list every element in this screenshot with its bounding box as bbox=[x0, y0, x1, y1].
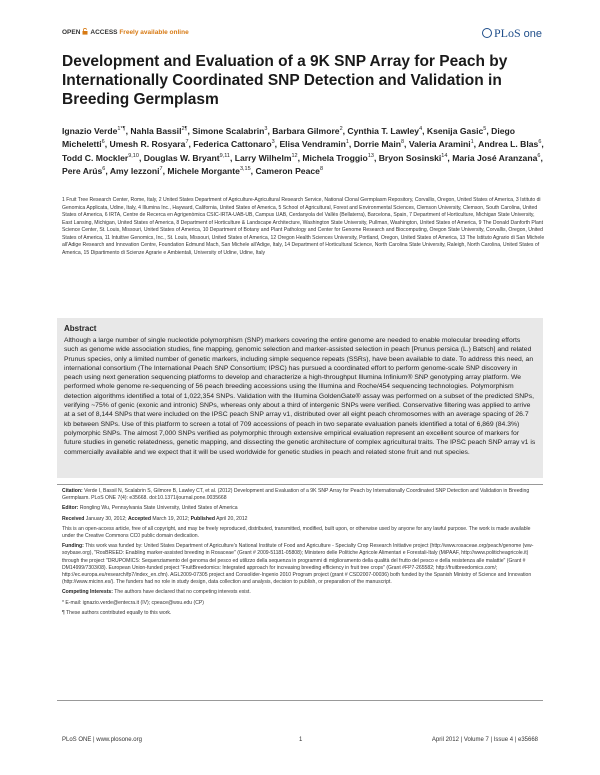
citation: Citation: Verde I, Bassil N, Scalabrin S, Gilmore B, Lawley CT, et al. (2012) Development and Evaluation of a 9K SNP Array for Peach by Internationally Coordinated SNP Detection and Validation in Breeding Germplasm. PLoS ONE 7(4): e35668. doi:10.1371/journal.pone.0035668 bbox=[62, 488, 530, 502]
author-affiliation-ref: 9,11 bbox=[219, 152, 230, 159]
open-lock-icon bbox=[82, 28, 88, 35]
author bbox=[255, 166, 323, 176]
author-name: Ignazio Verde bbox=[62, 125, 118, 136]
author-name: Barbara Gilmore bbox=[272, 125, 340, 136]
abstract-heading: Abstract bbox=[64, 324, 97, 333]
author-name: Simone Scalabrin bbox=[192, 125, 265, 136]
author-affiliation-ref: 8 bbox=[400, 139, 405, 146]
author bbox=[192, 126, 267, 136]
abstract-box bbox=[57, 318, 543, 478]
author-affiliation-ref: 3,15 bbox=[239, 166, 251, 173]
logo-one-text: one bbox=[523, 28, 542, 40]
author bbox=[354, 139, 404, 149]
author bbox=[109, 139, 188, 149]
author bbox=[379, 153, 448, 163]
dates: Received January 30, 2012; Accepted March 19, 2012; Published April 20, 2012 bbox=[62, 515, 248, 522]
author bbox=[279, 139, 348, 149]
author-affiliation-ref: 3 bbox=[271, 139, 275, 146]
author bbox=[452, 153, 540, 163]
journal-header bbox=[62, 26, 542, 42]
author-name: Cameron Peace bbox=[255, 166, 320, 177]
author bbox=[130, 126, 187, 136]
author bbox=[347, 126, 422, 136]
funding: Funding: This work was funded by: United States Department of Agriculture's National Institute of Food and Agriculture - Specialty Crop Research Initiative project (http://www.rosaceae.org/peach/genome (ww-soybase.org), "RosBREED: Enabling marker-assisted breeding in Rosaceae" (Grant # 2009-51181-05808); Ministero delle Politiche Agricole Alimentari e Forestali-Italy (MiPAAF, http://www.politicheagricole.it) through the project "DRUPOMICS: Sequenziamento del genoma del pesco ed utilizzo della sequenza in programmi di miglioramento della qualità del frutto del pesco e della resistenza alle malattie" (Grant # DM14999/7303/08). European Union-funded project "FruitBreedomics: Integrated approach for increasing breeding efficiency in fruit tree crops" (Grant #FP7-265582; http://fruitbreedomics.com/; http://ec.europa.eu/research/fp7/index_en.cfm). AGL2009-07305 project and Consolider-Ingenio 2010 Program project (grant # CSD2007-00036) both funded by the Spanish Ministry of Science and Innovation (http://www.micinn.es/). The funders had no role in study design, data collection and analysis, decision to publish, or preparation of the manuscript. bbox=[62, 543, 534, 586]
author bbox=[478, 139, 541, 149]
author-name: Federica Cattonaro bbox=[193, 139, 272, 150]
author-affiliation-ref: 9,10 bbox=[128, 152, 139, 159]
license: This is an open-access article, free of all copyright, and may be freely reproduced, distributed, transmitted, modified, built upon, or otherwise used by anyone for any lawful purpose. The work is made available under the Creative Commons CC0 public domain dedication. bbox=[62, 525, 531, 540]
author-name: Todd C. Mockler bbox=[62, 152, 129, 163]
article-title: Development and Evaluation of a 9K SNP Array for Peach by Internationally Coordinated SNP Detection and Validation in Breeding Germplasm bbox=[62, 53, 508, 108]
author-name: Bryon Sosinski bbox=[378, 152, 442, 163]
freely-available-label: Freely available online bbox=[119, 29, 189, 36]
author bbox=[272, 126, 342, 136]
author-affiliation-ref: 3 bbox=[264, 126, 268, 132]
divider-bottom bbox=[57, 700, 543, 701]
author bbox=[62, 153, 139, 163]
author bbox=[62, 166, 105, 176]
affiliations: 1 Fruit Tree Research Center, Rome, Italy, 2 United States Department of Agriculture-Agricultural Research Service, National Clonal Germplasm Repository, Corvallis, Oregon, United States of America, 3 Istituto di Genomica Applicata, Udine, Italy, 4 Illumina Inc., Hayward, California, United States of America, 5 School of Agricultural, Forest and Environmental Sciences, Clemson University, Clemson, South Carolina, United States of America, 6 IRTA, Centre de Recerca en Agrigenòmica CSIC-IRTA-UAB-UB, Campus UAB, Cerdanyola del Vallès (Bellaterra), Barcelona, Spain, 7 Department of Horticulture, Michigan State University, East Lansing, Michigan, United States of America, 8 Department of Horticulture & Landscape Architecture, Washington State University, Pullman, Washington, United States of America, 9 The Donald Danforth Plant Science Center, St. Louis, Missouri, United States of America, 10 Department of Botany and Plant Pathology and Center for Genome Research and Biocomputing, Oregon State University, Corvallis, Oregon, United States of America, 11 Intuitive Genomics, Inc., St. Louis, Missouri, United States of America, 12 Oregon Health Sciences University, Portland, Oregon, United States of America, 13 The Istituto Agrario di San Michele all'Adige Research and Innovation Centre, Foundation Edmund Mach, San Michele all'Adige, Italy, 14 Department of Horticultural Science, North Carolina State University, Raleigh, North Carolina, United States of America, 15 Dipartimento di Scienze Agrarie e Ambientali, University of Udine, Udine, Italy bbox=[62, 197, 545, 256]
article-metadata bbox=[62, 488, 542, 620]
author bbox=[302, 153, 374, 163]
author-name: Cynthia T. Lawley bbox=[347, 125, 420, 136]
author-affiliation-ref: 12 bbox=[291, 152, 298, 159]
open-label: OPEN bbox=[62, 29, 81, 36]
editor: Editor: Rongling Wu, Pennsylvania State University, United States of America bbox=[62, 505, 238, 512]
author-affiliation-ref: 6 bbox=[538, 139, 542, 146]
page-number: 1 bbox=[299, 737, 303, 743]
author-affiliation-ref: 1*¶ bbox=[117, 126, 126, 132]
author-affiliation-ref: 13 bbox=[367, 152, 374, 159]
author bbox=[235, 153, 298, 163]
author-name: Dorrie Main bbox=[353, 139, 401, 150]
logo-plos-text: PLoS bbox=[493, 26, 521, 40]
author-name: Pere Arús bbox=[62, 166, 103, 177]
author-affiliation-ref: 7 bbox=[185, 139, 189, 146]
footer-issue: April 2012 | Volume 7 | Issue 4 | e35668 bbox=[431, 737, 538, 743]
author-affiliation-ref: 4 bbox=[419, 126, 423, 132]
author-affiliation-ref: 1 bbox=[345, 139, 349, 146]
author bbox=[110, 166, 163, 176]
access-label: ACCESS bbox=[90, 29, 118, 36]
equal-contribution: ¶ These authors contributed equally to this work. bbox=[62, 609, 172, 616]
author-affiliation-ref: 8 bbox=[319, 166, 323, 173]
author bbox=[409, 139, 474, 149]
author-name: Nahla Bassil bbox=[130, 125, 182, 136]
author-name: Andrea L. Blas bbox=[478, 139, 539, 150]
author-affiliation-ref: 6 bbox=[537, 152, 541, 159]
author-name: Michele Morgante bbox=[167, 166, 240, 177]
author-affiliation-ref: 5 bbox=[483, 126, 487, 132]
author-affiliation-ref: 7 bbox=[159, 166, 163, 173]
author-name: Douglas W. Bryant bbox=[143, 152, 220, 163]
author-name: Larry Wilhelm bbox=[234, 152, 292, 163]
author-name: Amy Iezzoni bbox=[109, 166, 160, 177]
author-affiliation-ref: 6 bbox=[101, 139, 105, 146]
footer-journal: PLoS ONE | www.plosone.org bbox=[62, 737, 142, 743]
author-affiliation-ref: 1 bbox=[470, 139, 474, 146]
author-name: Michela Troggio bbox=[302, 152, 368, 163]
author-name: Elisa Vendramin bbox=[279, 139, 346, 150]
page-footer bbox=[57, 737, 543, 747]
open-access-badge bbox=[62, 28, 189, 36]
author bbox=[167, 166, 250, 176]
divider-top bbox=[57, 484, 543, 485]
author-name: Maria José Aranzana bbox=[452, 152, 538, 163]
plos-one-logo bbox=[482, 26, 542, 41]
author-affiliation-ref: 14 bbox=[441, 152, 448, 159]
author bbox=[62, 126, 126, 136]
author-affiliation-ref: 6 bbox=[102, 166, 106, 173]
author-affiliation-ref: 2 bbox=[339, 126, 343, 132]
author-affiliation-ref: 2¶ bbox=[181, 126, 188, 132]
author-list: Ignazio Verde$^{1*\P}$, Nahla Bassil$^{2\P}$, Simone Scalabrin$^3$, Barbara Gilmore$^2$, Cynthia T. Lawley$^4$, Ksenija Gasic$^5$, Diego Micheletti$^6$, Umesh R. Rosyara$^7$, Federica Cattonaro$^3$, Elisa Vendramin$^1$, Dorrie Main$^8$, Valeria Aramini$^1$, Andrea L. Blas$^6$, Todd C. Mockler$^{9,10}$, Douglas W. Bryant$^{9,11}$, Larry Wilhelm$^{12}$, Michela Troggio$^{13}$, Bryon Sosinski$^{14}$, Maria José Aranzana$^6$, Pere Arús$^6$, Amy Iezzoni$^7$, Michele Morgante$^{3,15}$, Cameron Peace$^8$ bbox=[62, 125, 544, 177]
author bbox=[427, 126, 486, 136]
author-name: Ksenija Gasic bbox=[426, 125, 484, 136]
plos-logo-icon bbox=[482, 28, 492, 38]
competing-interests: Competing Interests: The authors have declared that no competing interests exist. bbox=[62, 589, 251, 596]
author-name: Diego Micheletti bbox=[62, 125, 515, 150]
email: * E-mail: ignazio.verde@entecra.it (IV); cpeace@wsu.edu (CP) bbox=[62, 599, 204, 606]
author-name: Umesh R. Rosyara bbox=[109, 139, 186, 150]
author-name: Valeria Aramini bbox=[408, 139, 471, 150]
author bbox=[193, 139, 274, 149]
abstract-text: Although a large number of single nucleotide polymorphism (SNP) markers covering the entire genome are needed to enable molecular breeding efforts such as genome wide association studies, fine mapping, genomic selection and marker-assisted selection in peach [Prunus persica (L.) Batsch] and related Prunus species, only a limited number of genetic markers, including simple sequence repeats (SSRs), have been available to date. To address this need, an international consortium (The International Peach SNP Consortium; IPSC) has pursued a coordinated effort to perform genome-scale SNP discovery in peach using next generation sequencing platforms to develop and characterize a high-throughput Illumina Infinium® SNP genotyping array platform. We performed whole genome re-sequencing of 56 peach breeding accessions using the Illumina and Roche/454 sequencing technologies. Polymorphism detection algorithms identified a total of 1,022,354 SNPs. Validation with the Illumina GoldenGate® assay was performed on a subset of the predicted SNPs, verifying ~75% of genic (exonic and intronic) SNPs, whereas only about a third of intergenic SNPs were verified. Conservative filtering was applied to arrive at a set of 8,144 SNPs that were included on the IPSC peach SNP array v1, distributed over all eight peach chromosomes with an average spacing of 26.7 kb between SNPs. Use of this platform to screen a total of 709 accessions of peach in two separate evaluation panels identified a total of 6,869 (84.3%) polymorphic SNPs. The almost 7,000 SNPs verified as polymorphic through extensive empirical evaluation represent an excellent source of markers for future studies in genetic relatedness, genetic mapping, and dissecting the genetic architecture of complex agricultural traits. The IPSC peach SNP array v1 is commercially available and we expect that it will be used worldwide for genetic studies in peach and related stone fruit and nut species. bbox=[64, 337, 536, 456]
author bbox=[144, 153, 230, 163]
